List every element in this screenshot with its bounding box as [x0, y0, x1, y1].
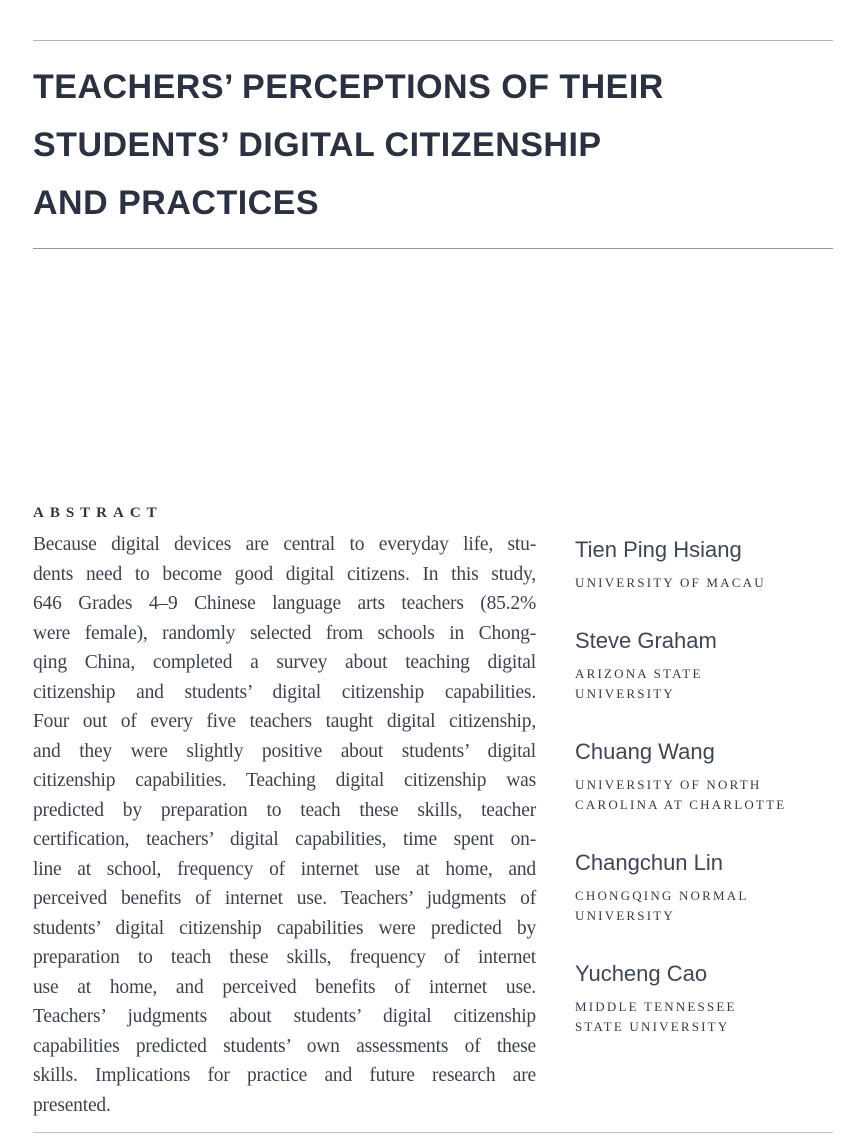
paper-title-line: AND PRACTICES — [33, 184, 320, 222]
abstract-line: qing China, completed a survey about teaching digital — [33, 652, 536, 673]
abstract-text — [33, 530, 536, 1120]
affiliation-line: CAROLINA AT CHARLOTTE — [575, 797, 787, 812]
affiliation-line: UNIVERSITY OF MACAU — [575, 575, 766, 590]
affiliation-line: UNIVERSITY — [575, 686, 675, 701]
abstract-line: Teachers’ judgments about students’ digital citizenship — [33, 1006, 536, 1027]
abstract-line: line at school, frequency of internet use at home, and — [33, 858, 536, 880]
author-name: Changchun Lin — [575, 850, 724, 875]
abstract-heading: ABSTRACT — [33, 505, 163, 521]
abstract-line: perceived benefits of internet use. Teachers’ judgments of — [33, 888, 536, 909]
abstract-line: certification, teachers’ digital capabilities, time spent on- — [33, 829, 536, 850]
affiliation-line: UNIVERSITY — [575, 908, 675, 923]
abstract-line: dents need to become good digital citizens. In this study, — [33, 563, 536, 585]
abstract-line: use at home, and perceived benefits of internet use. — [33, 976, 536, 998]
paper-title — [33, 58, 664, 232]
author-affiliation — [575, 997, 831, 1037]
abstract-line: preparation to teach these skills, frequency of internet — [33, 947, 536, 968]
abstract-line: Because digital devices are central to everyday life, stu- — [33, 534, 536, 555]
author-block — [575, 536, 831, 593]
affiliation-line: CHONGQING NORMAL — [575, 888, 749, 903]
paper-title-line: STUDENTS’ DIGITAL CITIZENSHIP — [33, 126, 602, 164]
abstract-line: and they were slightly positive about students’ digital — [33, 740, 536, 762]
affiliation-line: STATE UNIVERSITY — [575, 1019, 730, 1034]
author-affiliation — [575, 573, 831, 593]
abstract-line: citizenship capabilities. Teaching digital citizenship was — [33, 770, 536, 791]
abstract-line: presented. — [33, 1094, 111, 1116]
abstract-line: Four out of every five teachers taught digital citizenship, — [33, 711, 536, 732]
affiliation-line: UNIVERSITY OF NORTH — [575, 777, 762, 792]
author-block — [575, 849, 831, 926]
affiliation-line: ARIZONA STATE — [575, 666, 703, 681]
author-affiliation — [575, 664, 831, 704]
abstract-line: citizenship and students’ digital citizenship capabilities. — [33, 681, 536, 703]
abstract-line: capabilities predicted students’ own assessments of these — [33, 1035, 536, 1057]
abstract-line: skills. Implications for practice and future research are — [33, 1065, 536, 1086]
content-columns — [33, 504, 833, 1120]
abstract-section — [33, 504, 536, 1120]
author-name: Tien Ping Hsiang — [575, 537, 742, 562]
bottom-rule — [33, 1132, 833, 1133]
abstract-line: 646 Grades 4–9 Chinese language arts teachers (85.2% — [33, 593, 536, 614]
title-divider-rule — [33, 248, 833, 249]
abstract-line: students’ digital citizenship capabilities were predicted by — [33, 917, 536, 939]
author-block — [575, 960, 831, 1037]
author-name: Chuang Wang — [575, 739, 715, 764]
abstract-line: predicted by preparation to teach these skills, teacher — [33, 799, 536, 821]
abstract-line: were female), randomly selected from schools in Chong- — [33, 622, 536, 644]
author-block — [575, 738, 831, 815]
author-name: Steve Graham — [575, 628, 717, 653]
author-affiliation — [575, 886, 831, 926]
top-rule — [33, 40, 833, 41]
paper-title-line: TEACHERS’ PERCEPTIONS OF THEIR — [33, 68, 664, 106]
author-block — [575, 627, 831, 704]
author-name: Yucheng Cao — [575, 961, 708, 986]
affiliation-line: MIDDLE TENNESSEE — [575, 999, 737, 1014]
author-affiliation — [575, 775, 831, 815]
author-list — [575, 504, 831, 1071]
